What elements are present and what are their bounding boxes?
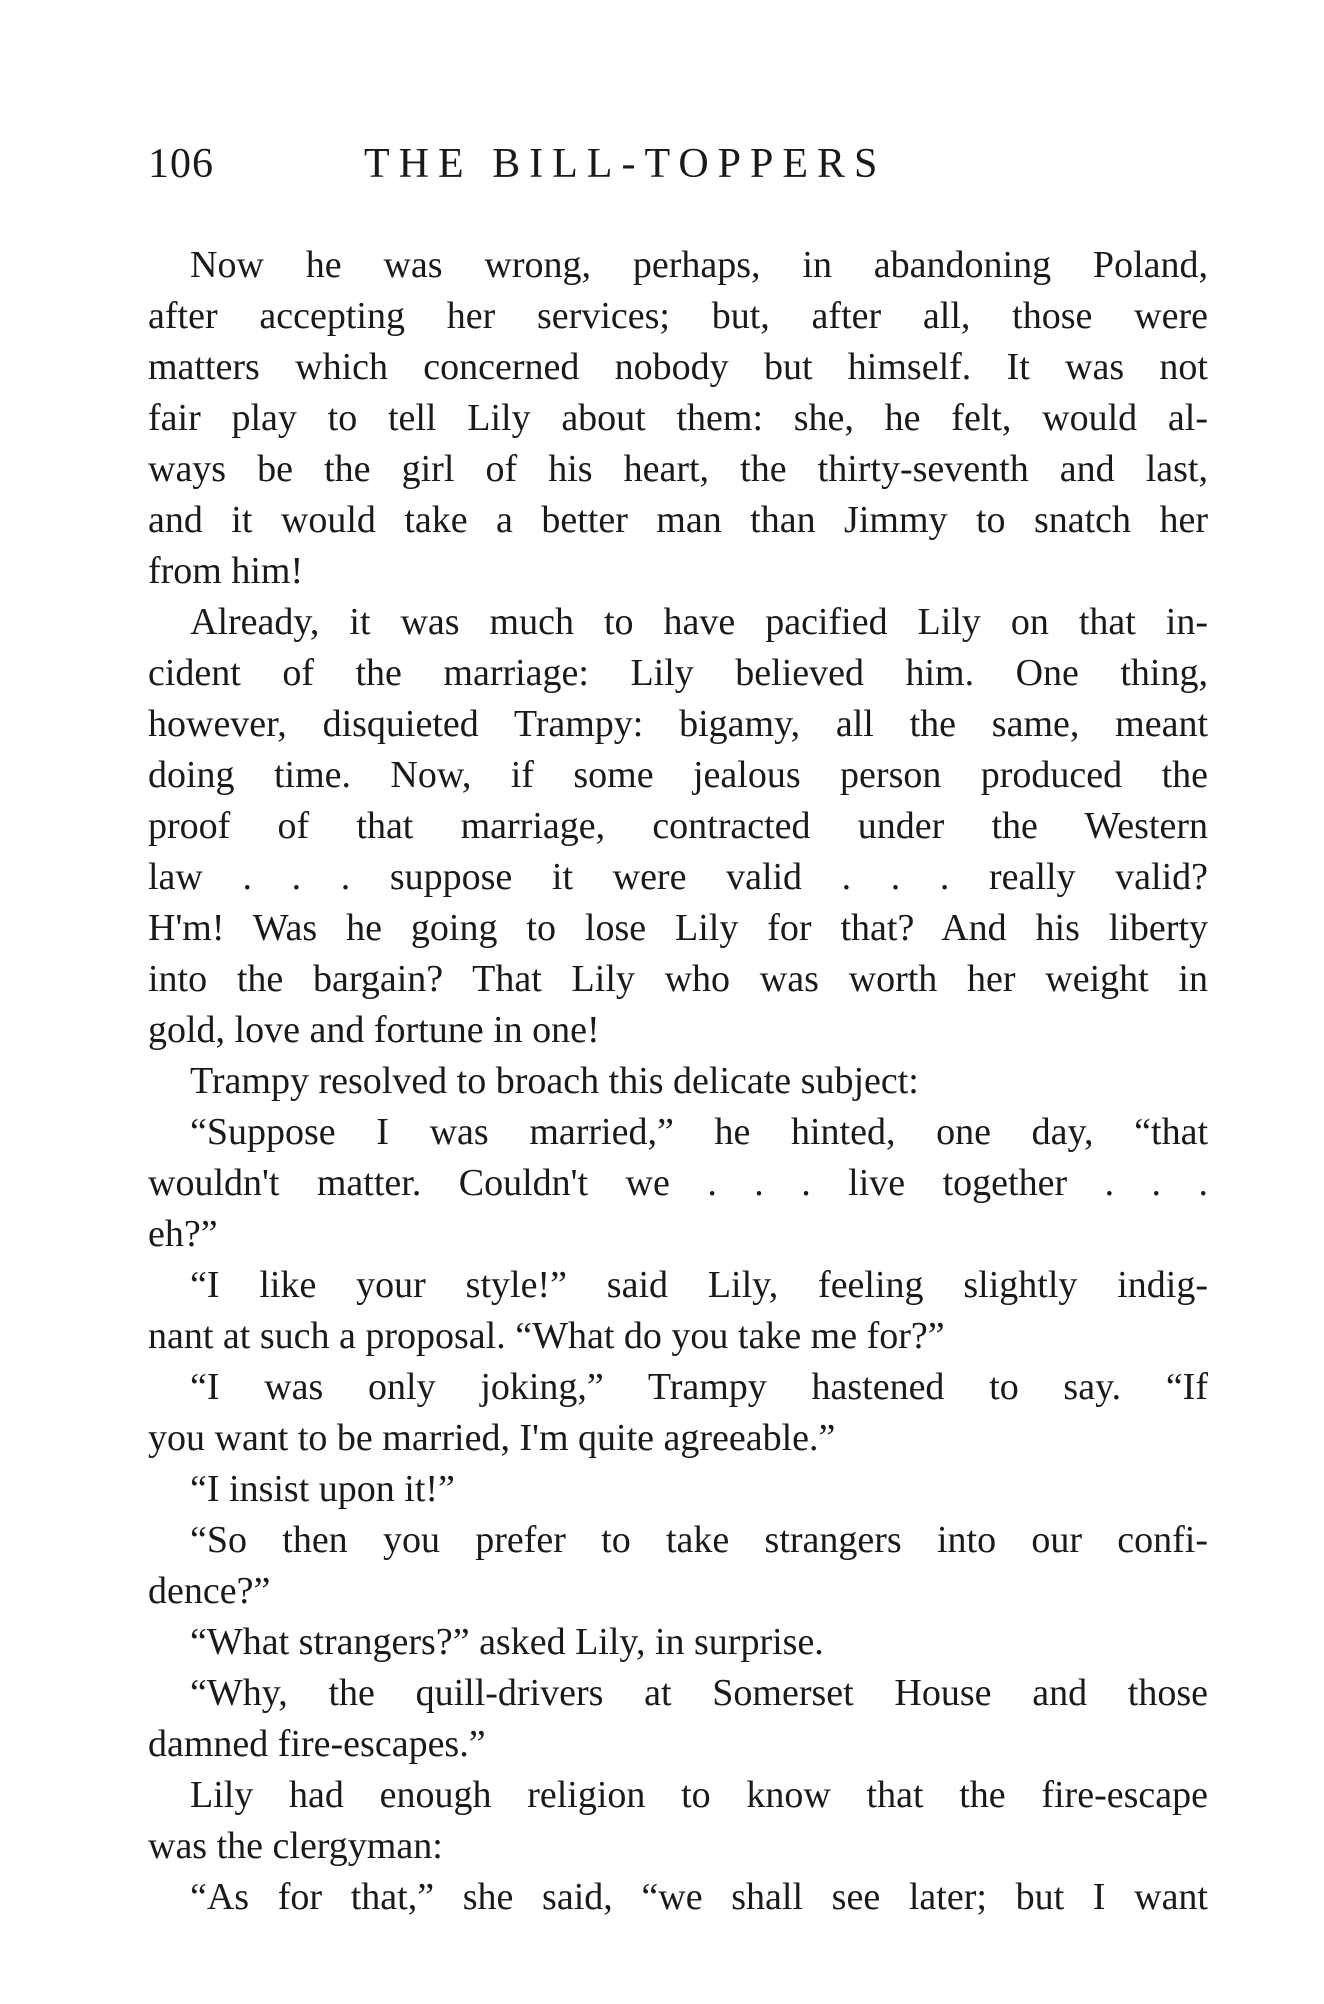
text-line: cident of the marriage: Lily believed him. One thing, [148,652,1208,694]
text-line: “Why, the quill-drivers at Somerset House and those [190,1672,1208,1714]
page-number: 106 [148,141,214,187]
text-line: Lily had enough religion to know that the fire-escape [190,1774,1208,1816]
text-line: proof of that marriage, contracted under the Western [148,805,1208,847]
text-line: ways be the girl of his heart, the thirty-seventh and last, [148,448,1208,490]
text-line: law . . . suppose it were valid . . . really valid? [148,856,1208,898]
text-line: Trampy resolved to broach this delicate subject: [190,1060,919,1102]
text-line: “As for that,” she said, “we shall see later; but I want [190,1876,1208,1918]
text-line: you want to be married, I'm quite agreeable.” [148,1417,836,1459]
text-line: into the bargain? That Lily who was worth her weight in [148,958,1208,1000]
body-text [148,240,1208,1923]
text-line: nant at such a proposal. “What do you take me for?” [148,1315,945,1357]
text-line: eh?” [148,1213,218,1255]
running-title: THE BILL-TOPPERS [364,141,887,187]
text-line: gold, love and fortune in one! [148,1009,600,1051]
text-line: “I was only joking,” Trampy hastened to say. “If [190,1366,1208,1408]
text-line: Now he was wrong, perhaps, in abandoning Poland, [190,244,1208,286]
text-line: Already, it was much to have pacified Lily on that in- [190,601,1208,643]
text-line: from him! [148,550,304,592]
text-line: “I insist upon it!” [190,1468,455,1510]
text-line: was the clergyman: [148,1825,443,1867]
page-header [148,140,1208,200]
text-line: dence?” [148,1570,271,1612]
text-line: however, disquieted Trampy: bigamy, all the same, meant [148,703,1208,745]
text-line: wouldn't matter. Couldn't we . . . live together . . . [148,1162,1208,1204]
text-line: after accepting her services; but, after all, those were [148,295,1208,337]
text-line: “I like your style!” said Lily, feeling slightly indig- [190,1264,1208,1306]
text-line: “What strangers?” asked Lily, in surprise. [190,1621,824,1663]
text-line: “So then you prefer to take strangers into our confi- [190,1519,1208,1561]
text-line: and it would take a better man than Jimmy to snatch her [148,499,1208,541]
text-line: “Suppose I was married,” he hinted, one day, “that [190,1111,1208,1153]
text-line: matters which concerned nobody but himself. It was not [148,346,1208,388]
text-line: damned fire-escapes.” [148,1723,486,1765]
text-line: fair play to tell Lily about them: she, he felt, would al- [148,397,1208,439]
text-line: doing time. Now, if some jealous person produced the [148,754,1208,796]
text-line: H'm! Was he going to lose Lily for that? And his liberty [148,907,1208,949]
